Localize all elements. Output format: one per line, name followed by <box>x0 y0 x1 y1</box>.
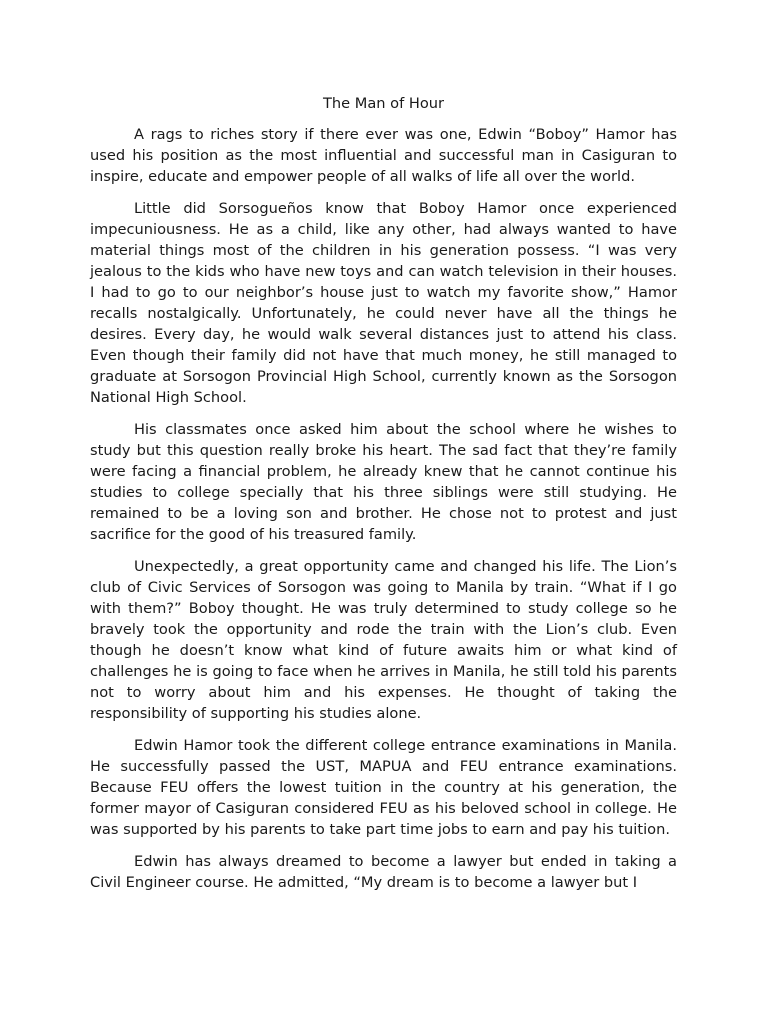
document-title: The Man of Hour <box>322 95 445 112</box>
paragraph-3: His classmates once asked him about the school where he wishes to study but this question really broke his heart. The sad fact that they’re family were facing a financial problem, he already knew that he cannot continue his studies to college specially that his three siblings were still studying. He remained to be a loving son and brother. He chose not to protest and just sacrifice for the good of his treasured family. <box>90 421 677 543</box>
paragraph-5: Edwin Hamor took the different college entrance examinations in Manila. He successfully passed the UST, MAPUA and FEU entrance examinations. Because FEU offers the lowest tuition in the country at his generation, the former mayor of Casiguran considered FEU as his beloved school in college. He was supported by his parents to take part time jobs to earn and pay his tuition. <box>90 737 677 838</box>
paragraph-1: A rags to riches story if there ever was one, Edwin “Boboy” Hamor has used his position as the most influential and successful man in Casiguran to inspire, educate and empower people of all walks of life all over the world. <box>90 126 677 185</box>
paragraph-6: Edwin has always dreamed to become a lawyer but ended in taking a Civil Engineer course. He admitted, “My dream is to become a lawyer but I <box>90 853 677 891</box>
paragraph-2: Little did Sorsogueños know that Boboy Hamor once experienced impecuniousness. He as a child, like any other, had always wanted to have material things most of the children in his generation possess. “I was very jealous to the kids who have new toys and can watch television in their houses. I had to go to our neighbor’s house just to watch my favorite show,” Hamor recalls nostalgically. Unfortunately, he could never have all the things he desires. Every day, he would walk several distances just to attend his class. Even though their family did not have that much money, he still managed to graduate at Sorsogon Provincial High School, currently known as the Sorsogon National High School. <box>90 200 677 406</box>
paragraph-4: Unexpectedly, a great opportunity came and changed his life. The Lion’s club of Civic Services of Sorsogon was going to Manila by train. “What if I go with them?” Boboy thought. He was truly determined to study college so he bravely took the opportunity and rode the train with the Lion’s club. Even though he doesn’t know what kind of future awaits him or what kind of challenges he is going to face when he arrives in Manila, he still told his parents not to worry about him and his expenses. He thought of taking the responsibility of supporting his studies alone. <box>90 558 677 722</box>
